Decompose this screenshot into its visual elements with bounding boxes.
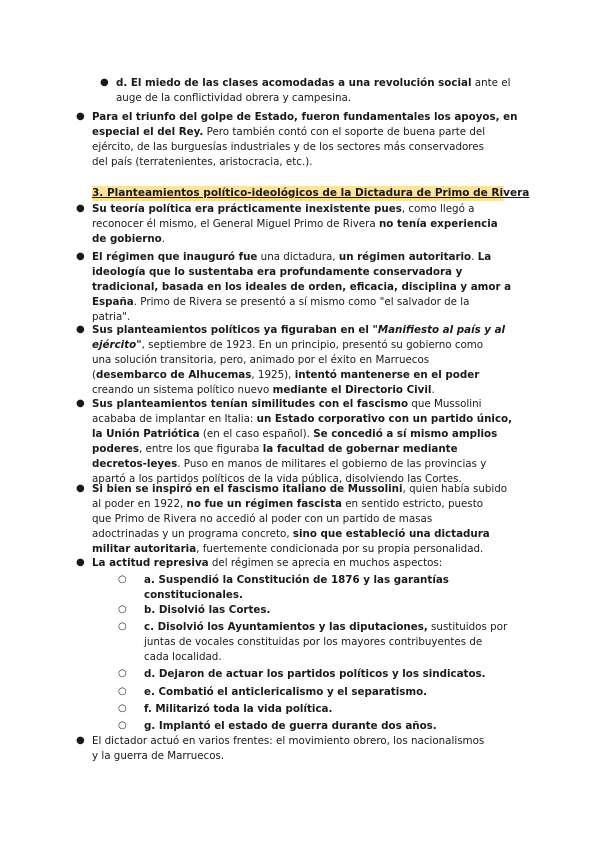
list-item: Su teoría política era prácticamente inexistente pues, como llegó a xyxy=(92,203,475,215)
sub-list-item: d. Dejaron de actuar los partidos políticos y los sindicatos. xyxy=(144,668,486,680)
bullet-circle-icon: ○ xyxy=(118,703,127,714)
list-item-line: adoctrinadas y un programa concreto, sino que estableció una dictadura xyxy=(92,528,490,540)
list-item-line: tradicional, basada en los ideales de orden, eficacia, disciplina y amor a xyxy=(92,281,512,293)
sub-list-item: f. Militarizó toda la vida política. xyxy=(144,703,333,715)
bullet-circle-icon: ○ xyxy=(118,720,127,731)
list-item-line: apartó a los partidos políticos de la vida pública, disolviendo las Cortes. xyxy=(92,473,462,485)
list-item: El régimen que inauguró fue una dictadura, un régimen autoritario. La xyxy=(92,251,492,263)
sub-list-item-line: cada localidad. xyxy=(144,651,222,663)
sub-list-item: e. Combatió el anticlericalismo y el separatismo. xyxy=(144,686,428,698)
sub-list-item: a. Suspendió la Constitución de 1876 y las garantías xyxy=(144,574,449,586)
sub-list-item-line: juntas de vocales constituidas por los mayores contribuyentes de xyxy=(144,636,483,648)
list-item: La actitud represiva del régimen se aprecia en muchos aspectos: xyxy=(92,557,443,569)
list-item: El dictador actuó en varios frentes: el movimiento obrero, los nacionalismos xyxy=(92,735,485,747)
list-item: Para el triunfo del golpe de Estado, fueron fundamentales los apoyos, en xyxy=(92,111,518,123)
list-item-line: ideología que lo sustentaba era profundamente conservadora y xyxy=(92,266,463,278)
list-item-line: reconocer él mismo, el General Miguel Primo de Rivera no tenía experiencia xyxy=(92,218,498,230)
list-item: Sus planteamientos políticos ya figuraban en el "Manifiesto al país y al xyxy=(92,324,506,336)
list-item-line: España. Primo de Rivera se presentó a sí mismo como "el salvador de la xyxy=(92,296,470,308)
sub-list-item-line: constitucionales. xyxy=(144,589,243,601)
section-heading: 3. Planteamientos político-ideológicos de la Dictadura de Primo de Rivera xyxy=(92,187,530,199)
bullet-circle-icon: ○ xyxy=(118,621,127,632)
bullet-disc-icon: ● xyxy=(76,735,85,746)
bullet-disc-icon: ● xyxy=(76,324,85,335)
list-item-line: de gobierno. xyxy=(92,233,166,245)
sub-list-item: b. Disolvió las Cortes. xyxy=(144,604,271,616)
sub-list-item: g. Implantó el estado de guerra durante dos años. xyxy=(144,720,437,732)
list-item-line: que Primo de Rivera no accedió al poder con un partido de masas xyxy=(92,513,433,525)
list-item: d. El miedo de las clases acomodadas a una revolución social ante el xyxy=(116,77,511,89)
list-item-line: (desembarco de Alhucemas, 1925), intentó mantenerse en el poder xyxy=(92,369,480,381)
list-item-line: auge de la conflictividad obrera y campesina. xyxy=(116,92,352,104)
bullet-disc-icon: ● xyxy=(76,251,85,262)
bullet-circle-icon: ○ xyxy=(118,686,127,697)
bullet-circle-icon: ○ xyxy=(118,574,127,585)
list-item: Sus planteamientos tenían similitudes con el fascismo que Mussolini xyxy=(92,398,482,410)
list-item-line: del país (terratenientes, aristocracia, etc.). xyxy=(92,156,313,168)
list-item-line: poderes, entre los que figuraba la facultad de gobernar mediante xyxy=(92,443,458,455)
list-item-line: ejército", septiembre de 1923. En un principio, presentó su gobierno como xyxy=(92,339,484,351)
list-item-line: especial el del Rey. Pero también contó con el soporte de buena parte del xyxy=(92,126,486,138)
list-item-line: creando un sistema político nuevo mediante el Directorio Civil. xyxy=(92,384,435,396)
bullet-disc-icon: ● xyxy=(100,77,109,88)
list-item-line: militar autoritaria, fuertemente condicionada por su propia personalidad. xyxy=(92,543,484,555)
list-item-line: acababa de implantar en Italia: un Estado corporativo con un partido único, xyxy=(92,413,513,425)
bullet-disc-icon: ● xyxy=(76,398,85,409)
sub-list-item: c. Disolvió los Ayuntamientos y las diputaciones, sustituidos por xyxy=(144,621,508,633)
list-item: Si bien se inspiró en el fascismo italiano de Mussolini, quien había subido xyxy=(92,483,508,495)
list-item-line: decretos-leyes. Puso en manos de militares el gobierno de las provincias y xyxy=(92,458,487,470)
list-item-line: patria". xyxy=(92,311,131,323)
bullet-disc-icon: ● xyxy=(76,557,85,568)
bullet-circle-icon: ○ xyxy=(118,604,127,615)
list-item-line: ejército, de las burguesías industriales y de los sectores más conservadores xyxy=(92,141,485,153)
bullet-disc-icon: ● xyxy=(76,203,85,214)
list-item-line: y la guerra de Marruecos. xyxy=(92,750,225,762)
bullet-disc-icon: ● xyxy=(76,111,85,122)
bullet-disc-icon: ● xyxy=(76,483,85,494)
list-item-line: una solución transitoria, pero, animado por el éxito en Marruecos xyxy=(92,354,430,366)
list-item-line: al poder en 1922, no fue un régimen fascista en sentido estricto, puesto xyxy=(92,498,484,510)
list-item-line: la Unión Patriótica (en el caso español). Se concedió a sí mismo amplios xyxy=(92,428,498,440)
bullet-circle-icon: ○ xyxy=(118,668,127,679)
